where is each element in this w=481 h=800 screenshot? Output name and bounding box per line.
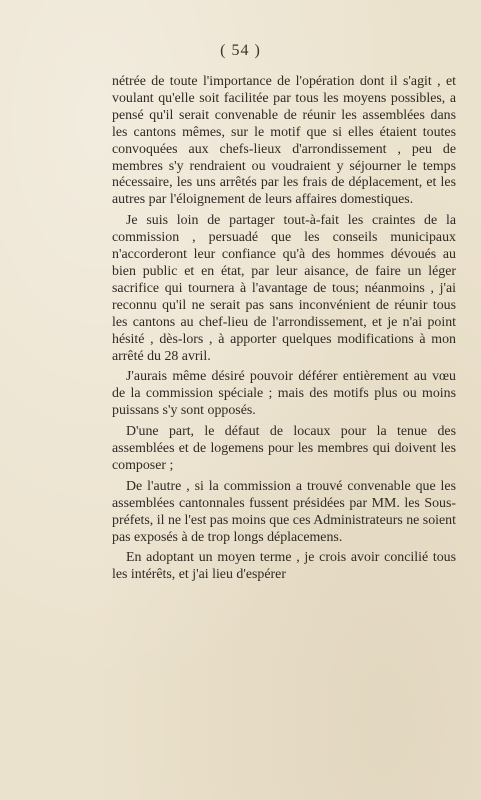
paragraph-2: Je suis loin de partager tout-à-fait les craintes de la commission , persuadé que les conseils municipaux n'accorderont leur confiance qu'à des hommes dévoués au bien public et en état, par leur aisance, de faire un léger sacrifice qui tournera à l'avantage de tous; néanmoins , j'ai reconnu qu'il ne serait pas sans inconvénient de réunir tous les cantons au chef-lieu de l'arrondissement, et je n'ai point hésité , dès-lors , à apporter quelques modifications à mon arrêté du 28 avril.	[112, 213, 456, 364]
body-text	[112, 74, 456, 588]
paragraph-3: J'aurais même désiré pouvoir déférer entièrement au vœu de la commission spéciale ; mais des motifs plus ou moins puissans s'y sont opposés.	[112, 369, 456, 419]
page-number: ( 54 )	[220, 42, 261, 59]
paragraph-1: nétrée de toute l'importance de l'opération dont il s'agit , et voulant qu'elle soit facilitée par tous les moyens possibles, a pensé qu'il serait convenable de réunir les assemblées dans les cantons mêmes, sur le motif que si elles étaient toutes convoquées aux chefs-lieux d'arrondissement , peu de membres s'y rendraient ou voudraient y séjourner le temps nécessaire, les uns arrêtés par les frais de déplacement, et les autres par l'éloignement de leurs affaires domestiques.	[112, 74, 456, 208]
paragraph-4: D'une part, le défaut de locaux pour la tenue des assemblées et de logemens pour les membres qui doivent les composer ;	[112, 424, 456, 473]
paragraph-5: De l'autre , si la commission a trouvé convenable que les assemblées cantonnales fussent présidées par MM. les Sous-préfets, il ne l'est pas moins que ces Administrateurs ne soient pas exposés à de trop longs déplacemens.	[112, 478, 456, 545]
paragraph-6: En adoptant un moyen terme , je crois avoir concilié tous les intérêts, et j'ai lieu d'espérer	[112, 550, 456, 583]
